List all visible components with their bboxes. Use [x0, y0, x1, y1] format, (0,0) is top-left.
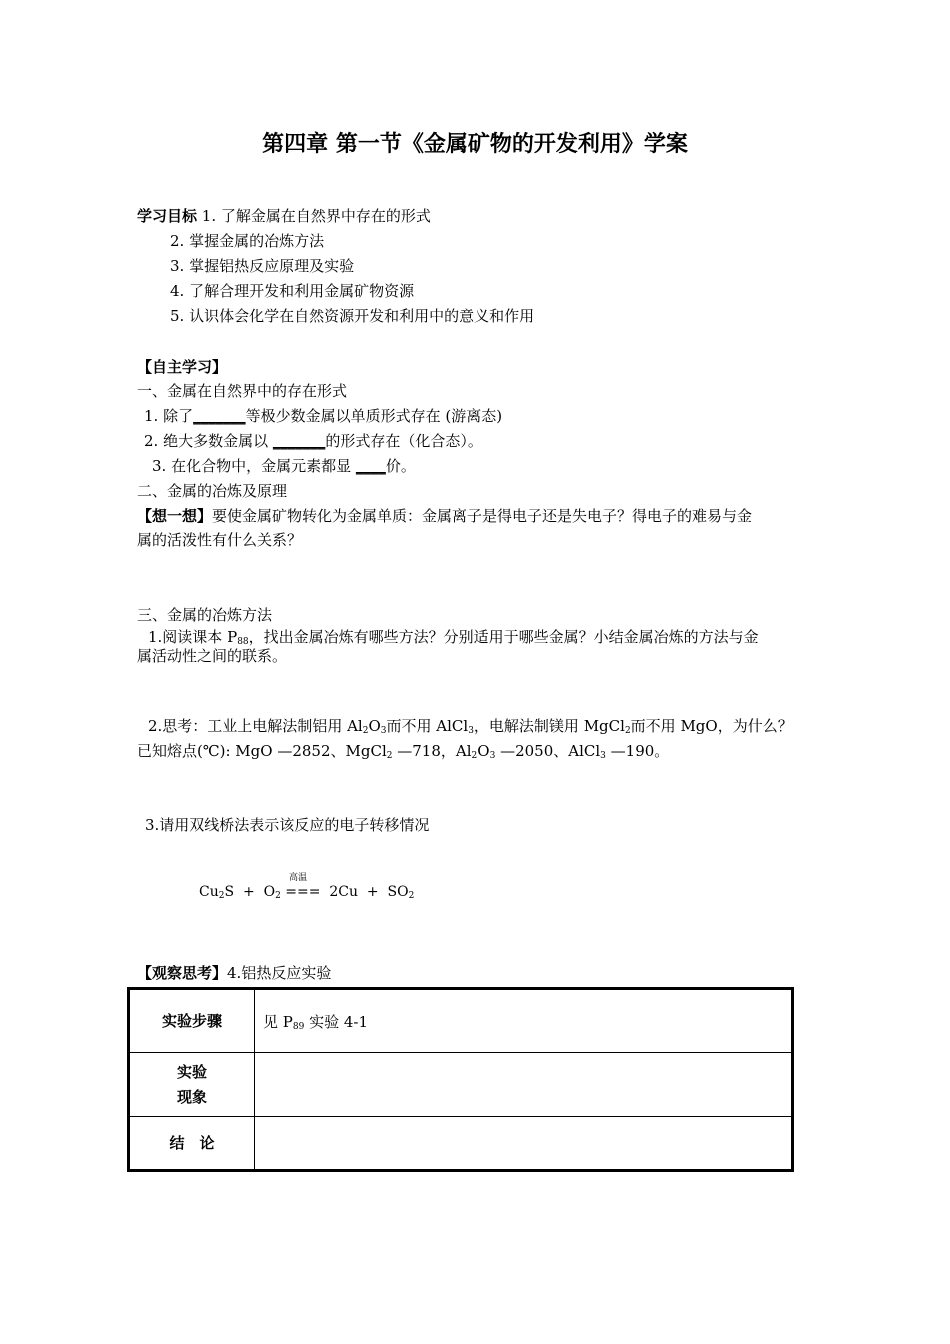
item2-l2-t5: —190。: [605, 742, 670, 760]
item-1-line-2: 属活动性之间的联系。: [137, 647, 288, 665]
item-1-line-1: [148, 627, 759, 647]
eq-r1-sub: 2: [408, 891, 415, 901]
item-2-line-2: [137, 741, 669, 761]
item2-l1-s4: 2: [624, 726, 631, 736]
item2-l1-s1: 2: [362, 726, 369, 736]
steps-text-a: 见 P: [263, 1012, 293, 1031]
q2-blank[interactable]: _______: [272, 432, 326, 450]
item1-subscript: 88: [237, 637, 249, 647]
objective-2: 2. 掌握金属的冶炼方法: [170, 232, 325, 250]
row-phenomenon-header: [129, 1053, 255, 1117]
item2-l2-t1: 已知熔点(℃): MgO —2852、MgCl: [137, 742, 387, 760]
item-2-line-1: [148, 716, 793, 736]
objective-3: 3. 掌握铝热反应原理及实验: [170, 257, 355, 275]
phenomenon-header-1: 实验: [176, 1062, 207, 1081]
item1-text-b: ，找出金属冶炼有哪些方法？分别适用于哪些金属？小结金属冶炼的方法与金: [248, 628, 759, 646]
phenomenon-header-2: 现象: [176, 1087, 207, 1106]
q3-text-a: 3. 在化合物中，金属元素都显: [152, 457, 356, 475]
item2-l1-s3: 3: [468, 726, 474, 736]
item2-l2-s2: 2: [471, 751, 478, 761]
self-study-header: 【自主学习】: [137, 358, 228, 376]
observe-line: [137, 963, 331, 983]
row-phenomenon-content[interactable]: [255, 1053, 793, 1117]
q1-blank[interactable]: _______: [193, 407, 246, 425]
objectives-label: 学习目标: [137, 207, 198, 225]
objective-4: 4. 了解合理开发和利用金属矿物资源: [170, 282, 415, 300]
row-steps-header: 实验步骤: [129, 989, 255, 1053]
observe-label: 【观察思考】: [137, 964, 228, 982]
item2-l1-t5: 而不用 MgO，为什么？: [630, 717, 793, 735]
section-3-heading: 三、金属的冶炼方法: [137, 606, 273, 624]
steps-subscript: 89: [292, 1021, 305, 1032]
table-row: [129, 1117, 793, 1171]
item2-l2-t3: O: [477, 742, 490, 760]
q3-blank[interactable]: ____: [355, 457, 386, 475]
objective-1: [137, 206, 431, 226]
q1-text-a: 1. 除了: [144, 407, 194, 425]
think-line-2: 属的活泼性有什么关系？: [137, 531, 303, 549]
steps-text-b: 实验 4-1: [304, 1012, 369, 1031]
item2-l2-s4: 3: [600, 751, 606, 761]
row-conclusion-content[interactable]: [255, 1117, 793, 1171]
item1-text-a: 1.阅读课本 P: [148, 628, 238, 646]
q2-text-a: 2. 绝大多数金属以: [144, 432, 273, 450]
row-conclusion-header: 结 论: [129, 1117, 255, 1171]
question-1: [144, 406, 502, 426]
think-line-1: [137, 506, 752, 526]
eq-arrow: ===: [280, 884, 325, 900]
eq-r1: 2Cu + SO: [324, 884, 409, 900]
objective-text: 1. 了解金属在自然界中存在的形式: [201, 207, 431, 225]
eq-l1: Cu: [199, 884, 219, 900]
page-title: 第四章 第一节《金属矿物的开发利用》学案: [262, 132, 688, 157]
observe-text: 4.铝热反应实验: [227, 964, 332, 982]
eq-l1-sub2: 2: [275, 891, 281, 901]
think-text: 要使金属矿物转化为金属单质：金属离子是得电子还是失电子？得电子的难易与金: [212, 507, 753, 525]
q2-text-b: 的形式存在（化合态）。: [325, 432, 483, 450]
item2-l1-t3: 而不用 AlCl: [386, 717, 469, 735]
item2-l2-t4: —2050、AlCl: [495, 742, 601, 760]
item2-l1-t4: ，电解法制镁用 MgCl: [473, 717, 625, 735]
q1-text-b: 等极少数金属以单质形式存在 (游离态): [245, 407, 503, 425]
objective-5: 5. 认识体会化学在自然资源开发和利用中的意义和作用: [170, 307, 535, 325]
q3-text-b: 价。: [385, 457, 416, 475]
section-1-heading: 一、金属在自然界中的存在形式: [137, 382, 348, 400]
reaction-condition: 高温: [289, 873, 308, 883]
item2-l1-t1: 2.思考：工业上电解法制铝用 Al: [148, 717, 363, 735]
question-3: [152, 456, 416, 476]
table-row: [129, 989, 793, 1053]
table-row: [129, 1053, 793, 1117]
item2-l1-s2: 3: [380, 726, 387, 736]
item2-l1-t2: O: [368, 717, 381, 735]
question-2: [144, 431, 483, 451]
chemical-equation: [199, 884, 414, 900]
item2-l2-t2: —718，Al: [392, 742, 472, 760]
experiment-table: [127, 987, 794, 1172]
eq-l1b: S + O: [224, 884, 276, 900]
item2-l2-s1: 2: [386, 751, 393, 761]
eq-l1-sub: 2: [218, 891, 225, 901]
item2-l2-s3: 3: [489, 751, 496, 761]
item-3: 3.请用双线桥法表示该反应的电子转移情况: [145, 816, 430, 834]
section-2-heading: 二、金属的冶炼及原理: [137, 482, 288, 500]
row-steps-content: [255, 989, 793, 1053]
think-label: 【想一想】: [137, 507, 213, 525]
